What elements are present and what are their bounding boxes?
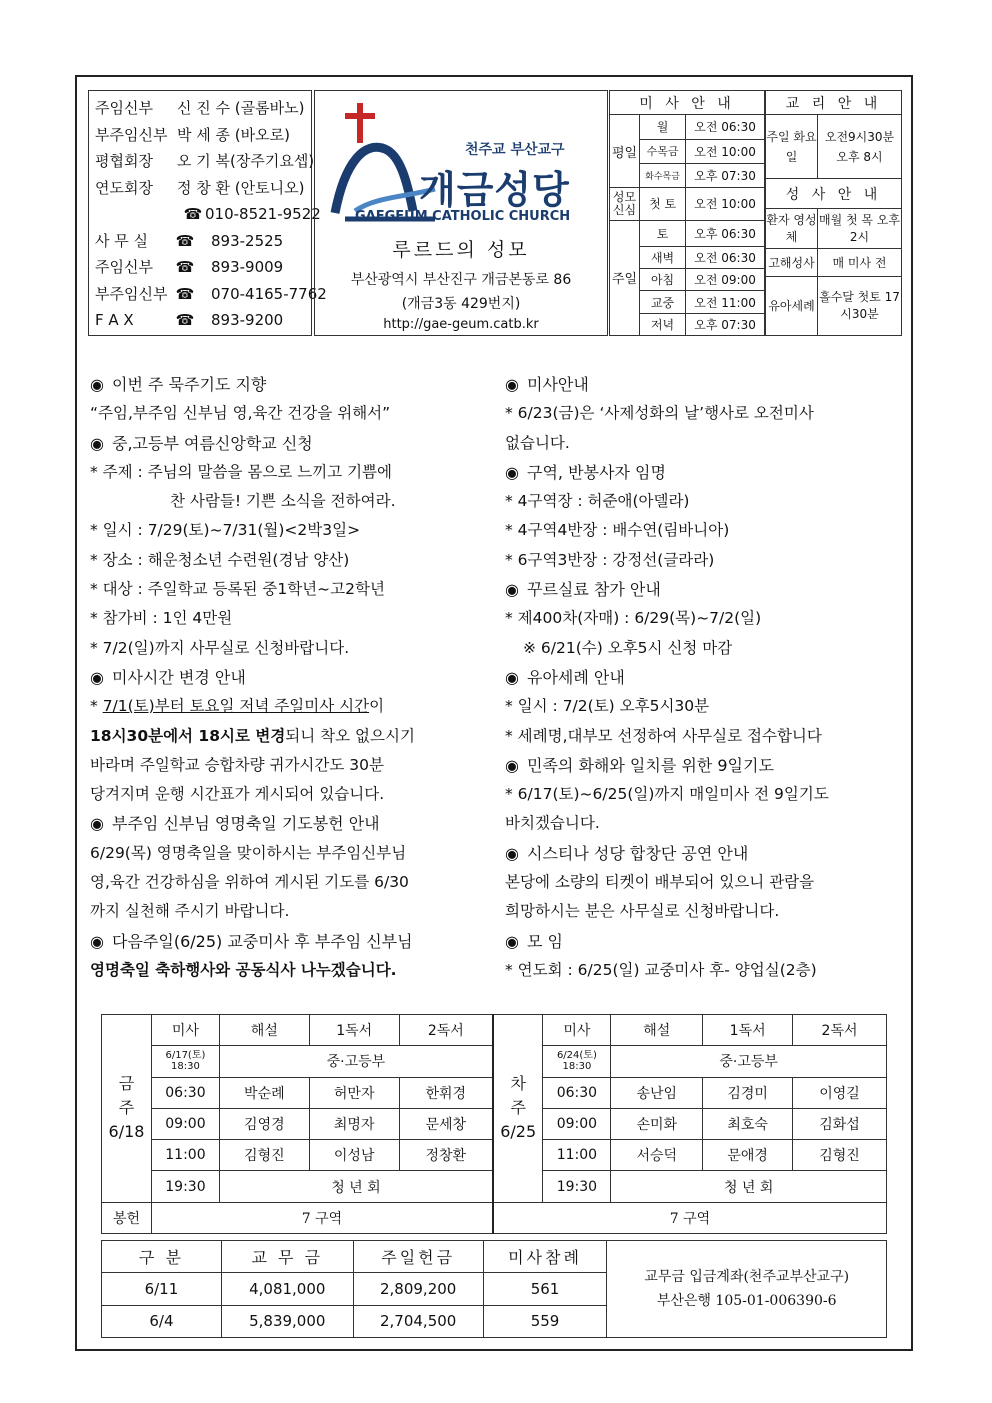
offer-value: 561 (483, 1273, 607, 1305)
reader-name: 최명자 (309, 1108, 399, 1139)
notice-line: * 일시 : 7/29(토)~7/31(월)<2박3일> (90, 521, 361, 540)
staff-role: F A X (95, 311, 134, 329)
circle-bullet-icon: ◉ (90, 433, 104, 453)
header-reading2: 2독서 (793, 1015, 887, 1046)
staff-phone: 893-9009 (211, 258, 284, 276)
offer-value: 5,839,000 (221, 1305, 353, 1337)
staff-row (95, 122, 305, 149)
circle-bullet-icon: ◉ (90, 931, 104, 951)
sat-group: 중·고등부 (219, 1046, 493, 1077)
mass-day: 저녁 (640, 313, 686, 335)
offer-header: 구 분 (102, 1241, 222, 1273)
reader-name: 최호숙 (703, 1108, 793, 1139)
notice-line: 영명축일 축하행사와 공동식사 나누겠습니다. (90, 960, 397, 979)
mass-time: 06:30 (151, 1077, 219, 1108)
staff-row (95, 148, 315, 175)
this-week-label (102, 1015, 152, 1203)
holy-label: 성모신심 (610, 188, 640, 220)
notice-heading-text: 모 임 (527, 931, 563, 951)
phone-icon: ☎ (175, 311, 195, 329)
header-commentary: 해설 (219, 1015, 309, 1046)
header-commentary: 해설 (611, 1015, 703, 1046)
notice-line: * 제400차(자매) : 6/29(목)~7/2(일) (505, 609, 762, 628)
notice-line: * 6구역3반장 : 강정선(글라라) (505, 550, 715, 569)
reader-name: 이성남 (309, 1140, 399, 1171)
notice-line: 영,육간 건강하심을 위하여 게시된 기도를 6/30 (90, 873, 409, 892)
staff-row (95, 254, 305, 281)
service-next-week: 7 구역 (493, 1202, 887, 1233)
mass-day: 토 (640, 220, 686, 246)
circle-bullet-icon: ◉ (505, 931, 519, 951)
notice-line: * 6/17(토)~6/25(일)까지 매일미사 전 9일기도 (505, 785, 829, 804)
mass-time: 11:00 (543, 1140, 611, 1171)
staff-role: 평협회장 (95, 152, 153, 170)
sacrament-title: 성 사 안 내 (766, 179, 902, 209)
mass-time: 09:00 (543, 1108, 611, 1139)
church-name-en: GAEGEUM CATHOLIC CHURCH (355, 209, 571, 224)
notice-line: * 참가비 : 1인 4만원 (90, 609, 233, 628)
reader-name: 정창환 (399, 1140, 493, 1171)
reader-name: 문애경 (703, 1140, 793, 1171)
sacrament-name: 고해성사 (766, 249, 818, 277)
website-link[interactable]: http://gae-geum.catb.kr (383, 317, 539, 332)
staff-phone: 893-9200 (211, 311, 284, 329)
evening-time: 19:30 (543, 1171, 611, 1202)
notice-line: * 4구역장 : 허준애(아델라) (505, 492, 690, 511)
notice-heading-text: 이번 주 묵주기도 지향 (112, 375, 267, 394)
notice-heading (505, 370, 905, 399)
reader-name: 서승덕 (611, 1140, 703, 1171)
mass-time: 오전 06:30 (686, 246, 765, 268)
church-name: 개금성당 (419, 168, 570, 212)
mass-schedule-title: 미 사 안 내 (610, 91, 765, 115)
notice-heading (505, 458, 905, 487)
doctrine-sacrament-table (765, 90, 902, 336)
weekday-label: 평일 (610, 115, 640, 188)
staff-name: 박 세 종 (바오로) (177, 125, 290, 144)
mass-day: 새벽 (640, 246, 686, 268)
offer-value: 559 (483, 1305, 607, 1337)
notice-line: ※ 6/21(수) 오후5시 신청 마감 (523, 638, 733, 657)
notice-line: 바치겠습니다. (505, 814, 600, 833)
sacrament-name: 환자 영성체 (766, 209, 818, 249)
mass-time: 오전 06:30 (686, 115, 765, 139)
notice-heading-text: 구역, 반봉사자 임명 (527, 462, 666, 482)
notice-line: 바라며 주일학교 승합차량 귀가시간도 30분 (90, 755, 384, 774)
notice-heading (90, 809, 490, 838)
notice-line: * 세례명,대부모 선정하여 사무실로 접수합니다 (505, 726, 822, 745)
reader-name: 김형진 (219, 1140, 309, 1171)
staff-name: 정 창 환 (안토니오) (177, 178, 305, 197)
reader-name: 이영길 (793, 1077, 887, 1108)
staff-role: 주임신부 (95, 99, 153, 117)
notice-heading-text: 유아세례 안내 (527, 667, 625, 687)
circle-bullet-icon: ◉ (505, 667, 519, 687)
notice-heading (90, 429, 490, 458)
notice-line: 희망하시는 분은 사무실로 신청바랍니다. (505, 902, 780, 921)
offer-value: 2,809,200 (353, 1273, 483, 1305)
header-mass: 미사 (543, 1015, 611, 1046)
offer-header: 교 무 금 (221, 1241, 353, 1273)
notice-line: * 대상 : 주일학교 등록된 중1학년~고2학년 (90, 580, 385, 599)
staff-row (95, 228, 305, 255)
week-label-line: 주 (118, 1098, 135, 1118)
notice-heading-text: 미사안내 (527, 375, 589, 394)
notice-line: * 장소 : 해운청소년 수련원(경남 양산) (90, 550, 350, 569)
mass-time: 오후 07:30 (686, 163, 765, 187)
doctrine-days: 주일 화요일 (766, 115, 818, 179)
staff-role: 연도회장 (95, 178, 153, 197)
service-label: 봉헌 (102, 1202, 152, 1233)
notice-heading (505, 751, 905, 780)
account-line: 부산은행 105-01-006390-6 (656, 1293, 837, 1309)
address: 부산광역시 부산진구 개금본동로 86 (350, 272, 572, 288)
bulletin-header (88, 90, 902, 336)
account-info (607, 1241, 887, 1338)
notice-line: 당겨지며 운행 시간표가 게시되어 있습니다. (90, 785, 385, 804)
mass-time: 오후 06:30 (686, 220, 765, 246)
sacrament-when: 매 미사 전 (818, 249, 902, 277)
offer-date: 6/4 (102, 1305, 222, 1337)
staff-role: 부주임신부 (95, 125, 168, 144)
notice-line: * 주제 : 주님의 말씀을 몸으로 느끼고 기쁨에 (90, 462, 393, 481)
reader-name: 김영경 (219, 1108, 309, 1139)
notice-line: 없습니다. (505, 433, 570, 452)
circle-bullet-icon: ◉ (505, 375, 519, 394)
reader-schedule-table (101, 1014, 887, 1234)
circle-bullet-icon: ◉ (505, 843, 519, 863)
week-label-line: 6/25 (500, 1122, 537, 1142)
next-week-label (493, 1015, 543, 1203)
circle-bullet-icon: ◉ (505, 755, 519, 775)
staff-row (95, 201, 321, 228)
notice-line: * 4구역4반장 : 배수연(림바니아) (505, 521, 730, 540)
staff-row (95, 175, 305, 202)
notice-heading-text: 미사시간 변경 안내 (112, 667, 246, 687)
mass-day: 교중 (640, 291, 686, 313)
staff-role: 사 무 실 (95, 231, 149, 250)
circle-bullet-icon: ◉ (505, 462, 519, 482)
mass-day: 수목금 (640, 139, 686, 163)
sat-mass-time: 6/24(토) 18:30 (543, 1046, 611, 1077)
notice-heading-text: 다음주일(6/25) 교중미사 후 부주임 신부님 (112, 931, 413, 951)
reader-name: 김형진 (793, 1140, 887, 1171)
reader-name: 손미화 (611, 1108, 703, 1139)
mass-time: 오전 10:00 (686, 188, 765, 220)
doctrine-title: 교 리 안 내 (766, 91, 902, 115)
reader-name: 박순례 (219, 1077, 309, 1108)
notice-line: * 6/23(금)은 ‘사제성화의 날’행사로 오전미사 (505, 404, 814, 423)
mass-schedule-table (609, 90, 765, 336)
staff-phone: 893-2525 (211, 231, 284, 250)
evening-group: 청 년 회 (219, 1171, 493, 1202)
notice-line: “주임,부주임 신부님 영,육간 건강을 위해서” (90, 404, 391, 423)
notice-heading (505, 839, 905, 868)
staff-name: 오 기 복(장주기요셉) (177, 152, 315, 170)
evening-group: 청 년 회 (611, 1171, 887, 1202)
staff-role: 부주임신부 (95, 284, 168, 303)
phone-icon: ☎ (175, 258, 195, 276)
notice-line: 본당에 소량의 티켓이 배부되어 있으니 관람을 (505, 873, 815, 892)
week-label-line: 주 (510, 1098, 526, 1118)
header-mass: 미사 (151, 1015, 219, 1046)
notice-heading (90, 663, 490, 692)
notice-line: 찬 사람들! 기쁜 소식을 전하여라. (170, 492, 396, 511)
header-reading1: 1독서 (703, 1015, 793, 1046)
offer-header: 미사참례 (483, 1241, 607, 1273)
notice-heading (90, 927, 490, 956)
header-reading1: 1독서 (309, 1015, 399, 1046)
notice-line: 까지 실천해 주시기 바랍니다. (90, 902, 290, 921)
offer-header: 주일헌금 (353, 1241, 483, 1273)
staff-row (95, 95, 305, 122)
account-line: 교무금 입금계좌(천주교부산교구) (644, 1269, 850, 1285)
mass-day: 첫 토 (640, 188, 686, 220)
mass-day: 아침 (640, 269, 686, 291)
address-detail: (개금3동 429번지) (401, 296, 521, 312)
staff-phone: 010-8521-9522 (205, 205, 321, 223)
offer-date: 6/11 (102, 1273, 222, 1305)
mass-day: 월 (640, 115, 686, 139)
offer-value: 4,081,000 (221, 1273, 353, 1305)
header-reading2: 2독서 (399, 1015, 493, 1046)
notice-line: * 7/1(토)부터 토요일 저녁 주일미사 시간이 (90, 697, 385, 716)
notices-right-column (505, 370, 905, 985)
offering-table (101, 1240, 887, 1338)
staff-list (88, 90, 327, 336)
offer-value: 2,704,500 (353, 1305, 483, 1337)
mass-time: 오후 07:30 (686, 313, 765, 335)
mass-time: 06:30 (543, 1077, 611, 1108)
mass-time: 오전 10:00 (686, 139, 765, 163)
staff-role: 주임신부 (95, 258, 153, 276)
notice-heading-text: 시스티나 성당 합창단 공연 안내 (527, 843, 749, 863)
staff-row (95, 281, 327, 308)
staff-phone: 070-4165-7762 (211, 284, 327, 303)
notice-heading (90, 370, 490, 399)
phone-icon: ☎ (175, 284, 195, 303)
reader-name: 문세창 (399, 1108, 493, 1139)
sacrament-name: 유아세례 (766, 277, 818, 336)
staff-name: 신 진 수 (골롬바노) (177, 99, 305, 117)
notice-line: 6/29(목) 영명축일을 맞이하시는 부주임신부님 (90, 843, 407, 862)
phone-icon: ☎ (183, 205, 203, 223)
church-logo-block (314, 90, 608, 336)
staff-row (95, 307, 305, 334)
circle-bullet-icon: ◉ (90, 375, 104, 394)
mass-time: 09:00 (151, 1108, 219, 1139)
notice-line: 18시30분에서 18시로 변경되니 착오 없으시기 (90, 726, 415, 745)
mass-time: 오전 11:00 (686, 291, 765, 313)
circle-bullet-icon: ◉ (505, 580, 519, 600)
notice-heading-text: 꾸르실료 참가 안내 (527, 580, 661, 600)
mass-time: 오전 09:00 (686, 269, 765, 291)
circle-bullet-icon: ◉ (90, 667, 104, 687)
circle-bullet-icon: ◉ (90, 814, 104, 834)
notice-heading (505, 663, 905, 692)
doctrine-times: 오전9시30분 오후 8시 (818, 115, 902, 179)
notices-left-column (90, 370, 490, 985)
sat-mass-time: 6/17(토) 18:30 (151, 1046, 219, 1077)
reader-name: 허만자 (309, 1077, 399, 1108)
sacrament-when: 홀수달 첫토 17시30분 (818, 277, 902, 336)
phone-icon: ☎ (175, 231, 195, 250)
evening-time: 19:30 (151, 1171, 219, 1202)
notice-line: * 7/2(일)까지 사무실로 신청바랍니다. (90, 638, 350, 657)
week-label-line: 차 (510, 1074, 526, 1094)
week-label-line: 금 (118, 1074, 135, 1094)
notice-line: * 일시 : 7/2(토) 오후5시30분 (505, 697, 710, 716)
notice-heading-text: 중,고등부 여름신앙학교 신청 (112, 433, 313, 453)
notice-line: * 연도회 : 6/25(일) 교중미사 후- 양업실(2층) (505, 960, 817, 979)
reader-name: 한휘경 (399, 1077, 493, 1108)
diocese-name: 천주교 부산교구 (465, 142, 565, 158)
reader-name: 김화섭 (793, 1108, 887, 1139)
sat-group: 중·고등부 (611, 1046, 887, 1077)
notice-heading (505, 575, 905, 604)
reader-name: 김경미 (703, 1077, 793, 1108)
mass-day: 화수목금 (640, 163, 686, 187)
mass-time: 11:00 (151, 1140, 219, 1171)
notice-heading (505, 927, 905, 956)
patron-saint: 루르드의 성모 (392, 239, 530, 261)
reader-name: 송난임 (611, 1077, 703, 1108)
service-this-week: 7 구역 (151, 1202, 493, 1233)
sunday-label: 주일 (610, 220, 640, 335)
week-label-line: 6/18 (108, 1122, 145, 1142)
notice-heading-text: 부주임 신부님 영명축일 기도봉헌 안내 (112, 814, 380, 834)
notice-heading-text: 민족의 화해와 일치를 위한 9일기도 (527, 755, 774, 775)
sacrament-when: 매월 첫 목 오후 2시 (818, 209, 902, 249)
